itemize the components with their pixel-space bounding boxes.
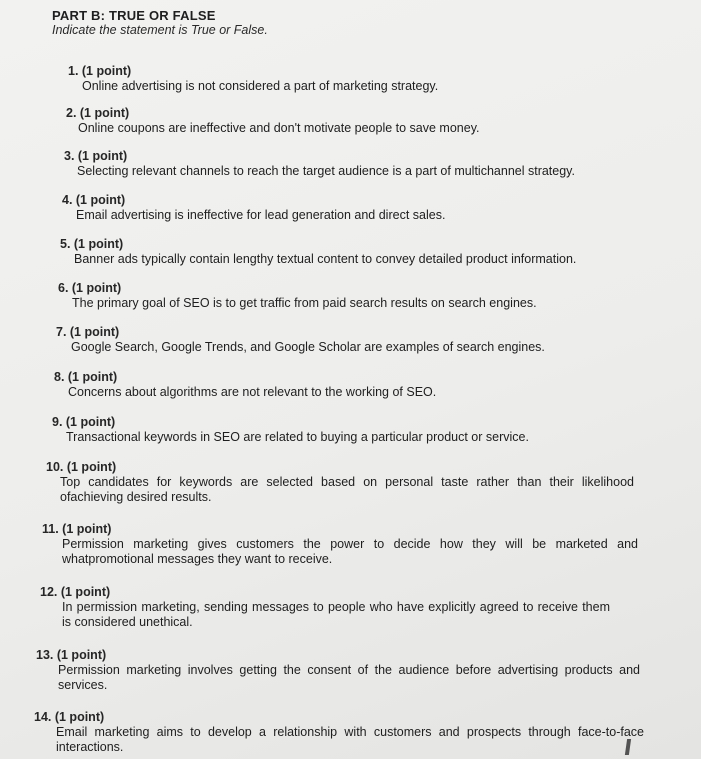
question-7 xyxy=(56,325,656,355)
question-11 xyxy=(42,522,638,567)
question-text: Concerns about algorithms are not relevant to the working of SEO. xyxy=(68,385,437,399)
question-label: 12. (1 point) xyxy=(40,585,111,599)
question-14 xyxy=(34,710,644,755)
question-text: Permission marketing gives customers the power to decide how they will be marketed and whatpromotional messages they want to receive. xyxy=(62,537,638,566)
question-text: Email marketing aims to develop a relationship with customers and prospects through face-to-face interactions. xyxy=(56,725,644,754)
question-label: 3. (1 point) xyxy=(64,149,128,163)
question-label: 5. (1 point) xyxy=(60,237,124,251)
question-3 xyxy=(64,149,654,179)
question-text: In permission marketing, sending messages to people who have explicitly agreed to receive them is considered unethical. xyxy=(62,600,610,629)
question-label: 9. (1 point) xyxy=(52,415,116,429)
question-label: 13. (1 point) xyxy=(36,648,107,662)
question-text: Banner ads typically contain lengthy textual content to convey detailed product information. xyxy=(74,252,577,266)
question-5 xyxy=(60,237,660,267)
question-12 xyxy=(40,585,610,630)
question-label: 11. (1 point) xyxy=(42,522,112,536)
question-13 xyxy=(36,648,640,693)
question-label: 14. (1 point) xyxy=(34,710,105,724)
question-2 xyxy=(66,106,586,136)
question-text: The primary goal of SEO is to get traffic from paid search results on search engines. xyxy=(72,296,537,310)
question-label: 8. (1 point) xyxy=(54,370,118,384)
section-title: PART B: TRUE OR FALSE xyxy=(52,8,216,23)
question-10 xyxy=(46,460,634,505)
question-text: Permission marketing involves getting the consent of the audience before advertising products and services. xyxy=(58,663,640,692)
question-label: 6. (1 point) xyxy=(58,281,122,295)
question-text: Google Search, Google Trends, and Google Scholar are examples of search engines. xyxy=(71,340,545,354)
question-1 xyxy=(68,64,568,94)
question-label: 7. (1 point) xyxy=(56,325,120,339)
question-text: Selecting relevant channels to reach the target audience is a part of multichannel strategy. xyxy=(77,164,575,178)
question-text: Online advertising is not considered a part of marketing strategy. xyxy=(82,79,439,93)
question-4 xyxy=(62,193,582,223)
question-6 xyxy=(58,281,658,311)
question-label: 2. (1 point) xyxy=(66,106,130,120)
question-label: 4. (1 point) xyxy=(62,193,126,207)
question-8 xyxy=(54,370,614,400)
question-text: Email advertising is ineffective for lead generation and direct sales. xyxy=(76,208,446,222)
question-9 xyxy=(52,415,652,445)
question-text: Top candidates for keywords are selected based on personal taste rather than their likelihood ofachieving desired results. xyxy=(60,475,634,504)
question-label: 10. (1 point) xyxy=(46,460,117,474)
question-text: Online coupons are ineffective and don't motivate people to save money. xyxy=(78,121,480,135)
question-text: Transactional keywords in SEO are related to buying a particular product or service. xyxy=(66,430,529,444)
question-label: 1. (1 point) xyxy=(68,64,132,78)
section-instruction: Indicate the statement is True or False. xyxy=(52,23,268,37)
